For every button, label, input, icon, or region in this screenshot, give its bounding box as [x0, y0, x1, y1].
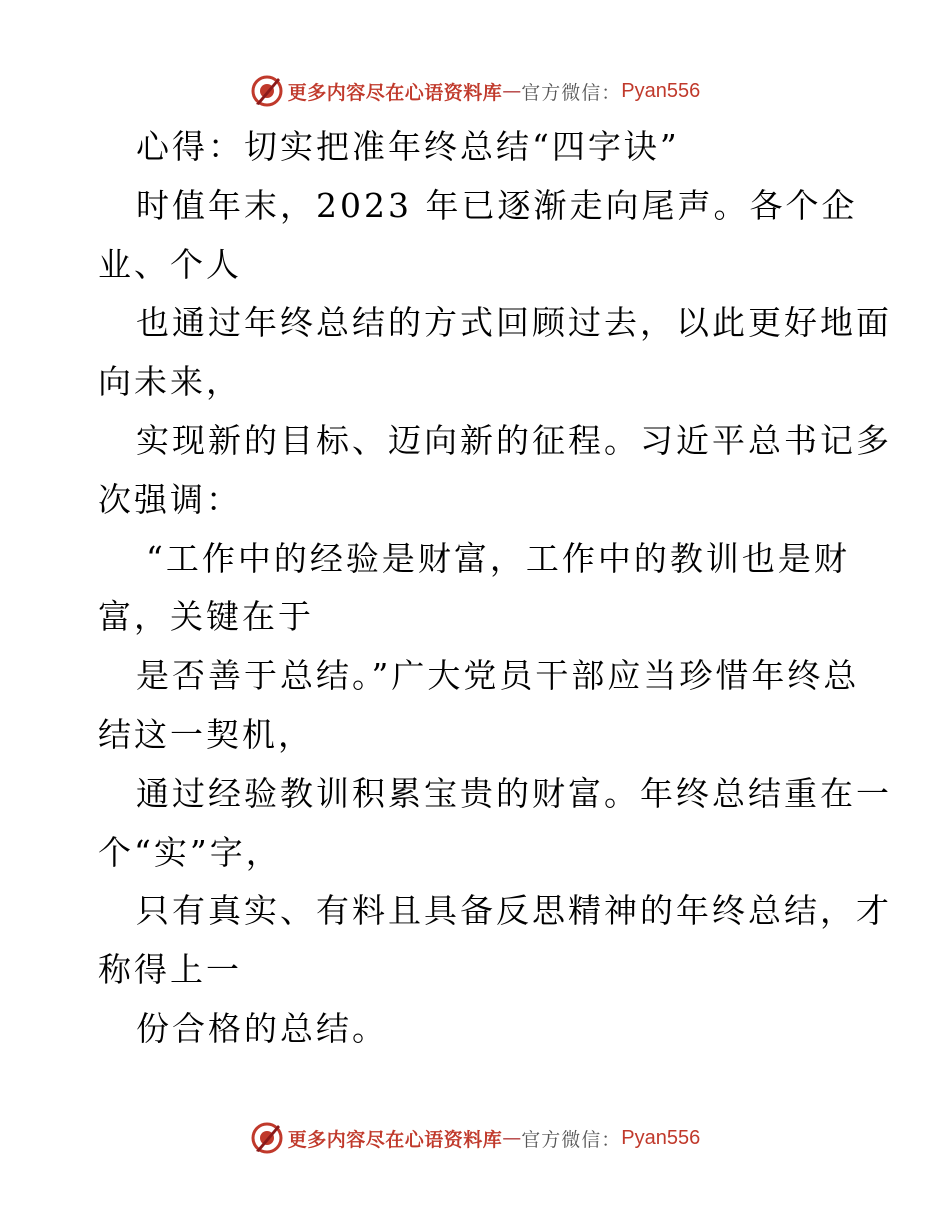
- banner-wechat-id: Pyan556: [621, 1126, 701, 1149]
- banner-separator: —: [502, 1127, 522, 1149]
- paragraph-line: 时值年末，2023 年已逐渐走向尾声。各个企: [136, 185, 858, 225]
- header-banner: [0, 71, 950, 111]
- banner-wechat-label: 官方微信：: [521, 1128, 622, 1151]
- paragraph-line: 称得上一: [98, 950, 242, 990]
- paragraph-line: “工作中的经验是财富，工作中的教训也是财: [146, 538, 850, 578]
- banner-separator: —: [502, 80, 522, 102]
- paragraph-line: 向未来，: [98, 362, 242, 402]
- banner-main-text: 更多内容尽在心语资料库: [287, 81, 503, 104]
- document-title: 心得：切实把准年终总结“四字诀”: [136, 127, 680, 166]
- quill-seal-icon: [250, 74, 284, 108]
- paragraph-line: 次强调：: [98, 479, 242, 519]
- paragraph-line: 也通过年终总结的方式回顾过去，以此更好地面: [136, 303, 892, 343]
- paragraph-line: 份合格的总结。: [136, 1008, 388, 1048]
- paragraph-line: 通过经验教训积累宝贵的财富。年终总结重在一: [136, 773, 892, 813]
- paragraph-line: 是否善于总结。”广大党员干部应当珍惜年终总: [136, 656, 860, 696]
- paragraph-line: 富，关键在于: [98, 597, 314, 637]
- paragraph-line: 实现新的目标、迈向新的征程。习近平总书记多: [136, 420, 892, 460]
- paragraph-line: 只有真实、有料且具备反思精神的年终总结，才: [136, 891, 892, 931]
- quill-seal-icon: [250, 1121, 284, 1155]
- banner-wechat-label: 官方微信：: [521, 81, 622, 104]
- paragraph-line: 业、个人: [98, 244, 242, 284]
- banner-main-text: 更多内容尽在心语资料库: [287, 1128, 503, 1151]
- paragraph-line: 个“实”字，: [98, 832, 282, 872]
- footer-banner: [0, 1118, 950, 1158]
- document-body: [98, 118, 892, 1059]
- paragraph-line: 结这一契机，: [98, 714, 314, 754]
- banner-wechat-id: Pyan556: [621, 79, 701, 102]
